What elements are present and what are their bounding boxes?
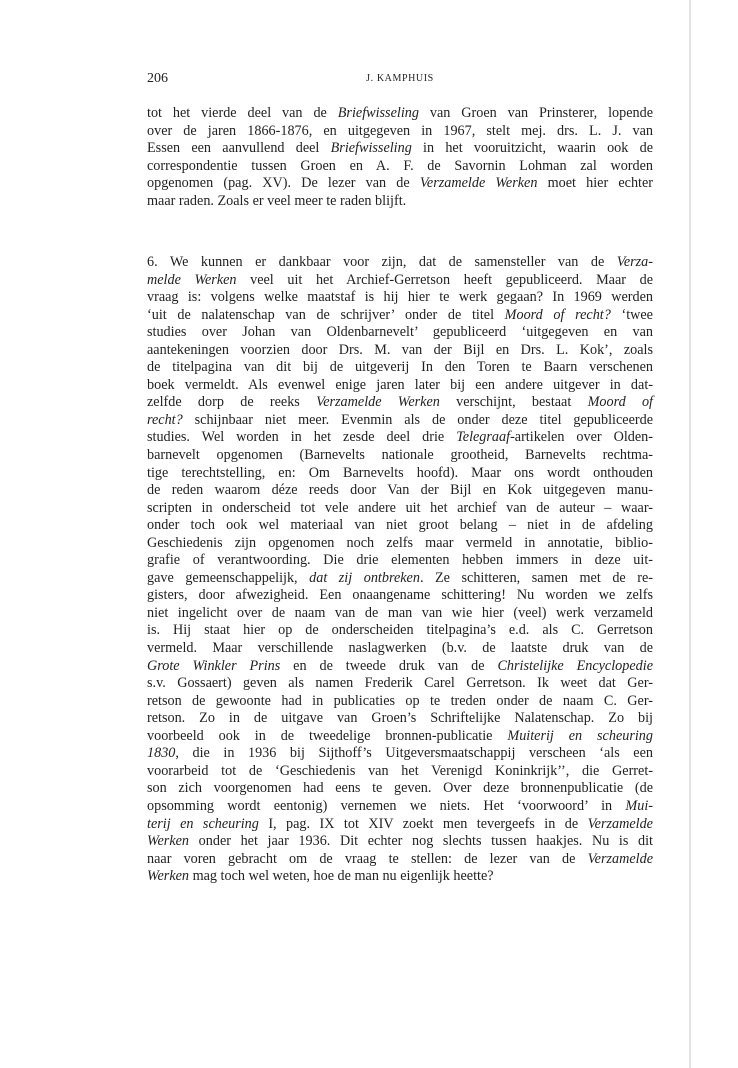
text-line: opgenomen (pag. XV). De lezer van de Verzamelde Werken moet hier echter: [147, 175, 654, 192]
text-line: scripten in onderscheid tot vele andere uit het archief van de auteur – waar-: [147, 499, 653, 516]
text-line: over de jaren 1866-1876, en uitgegeven in 1967, stelt mej. drs. L. J. van: [147, 122, 653, 139]
text-line: maar raden. Zoals er veel meer te raden blijft.: [147, 192, 407, 209]
text-line: de titelpagina van dit bij de uitgeverij In den Toren te Baarn verschenen: [147, 359, 653, 376]
text-line: terij en scheuring I, pag. IX tot XIV zoekt men tevergeefs in de Verzamelde: [147, 815, 653, 832]
text-line: studies. Wel worden in het zesde deel drie Telegraaf-artikelen over Olden-: [147, 429, 653, 446]
text-line: grafie of verantwoording. Die drie elementen hebben immers in deze uit-: [147, 552, 653, 569]
text-line: tot het vierde deel van de Briefwisseling van Groen van Prinsterer, lopende: [147, 105, 653, 121]
paragraph-section-6: [147, 254, 653, 886]
text-line: Geschiedenis zijn opgenomen noch zelfs maar vermeld in annotatie, biblio-: [147, 534, 653, 551]
text-line: son zich voorgenomen had eens te geven. Over deze bronnenpublicatie (de: [147, 780, 653, 797]
text-line: s.v. Gossaert) geven als namen Frederik Carel Gerretson. Ik weet dat Ger-: [147, 675, 653, 692]
text-line: voorarbeid tot de ‘Geschiedenis van het Verenigd Koninkrijk’’, die Gerret-: [147, 762, 653, 779]
text-line: vermeld. Maar verschillende naslagwerken (b.v. de laatste druk van de: [147, 640, 653, 657]
text-line: Werken onder het jaar 1936. Dit echter nog slechts tussen haakjes. Nu is dit: [147, 833, 653, 850]
text-line: Essen een aanvullend deel Briefwisseling in het vooruitzicht, waarin ook de: [147, 140, 653, 157]
text-line: naar voren gebracht om de vraag te stellen: de lezer van de Verzamelde: [147, 850, 653, 867]
text-line: studies over Johan van Oldenbarnevelt’ gepubliceerd ‘uitgegeven en van: [147, 324, 653, 341]
text-line: voorbeeld ook in de tweedelige bronnen-publicatie Muiterij en scheuring: [147, 727, 653, 744]
running-head: J. KAMPHUIS: [366, 73, 434, 84]
text-line: opsomming wordt eentonig) vernemen we niets. Het ‘voorwoord’ in Mui-: [147, 797, 653, 814]
text-line: gisters, door afwezigheid. Een onaangename schittering! Nu worden we zelfs: [147, 587, 653, 604]
text-line: correspondentie tussen Groen en A. F. de Savornin Lohman zal worden: [147, 157, 653, 174]
text-line: de reden waarom déze reeds door Van der Bijl en Kok uitgegeven manu-: [147, 482, 653, 499]
page-header: [147, 71, 653, 91]
text-line: 6. We kunnen er dankbaar voor zijn, dat de samensteller van de Verza-: [147, 254, 653, 270]
text-line: niet ingelicht over de naam van de man van wie hier (veel) werk verzameld: [147, 604, 653, 621]
text-line: zelfde dorp de reeks Verzamelde Werken verschijnt, bestaat Moord of: [147, 394, 653, 411]
text-line: Werken mag toch wel weten, hoe de man nu eigenlijk heette?: [147, 868, 494, 885]
text-line: Grote Winkler Prins en de tweede druk van de Christelijke Encyclopedie: [147, 657, 653, 674]
text-line: aantekeningen voorzien door Drs. M. van der Bijl en Drs. L. Kok’, zoals: [147, 341, 653, 358]
text-line: is. Hij staat hier op de onderscheiden titelpagina’s e.d. als C. Gerretson: [147, 622, 653, 639]
text-line: melde Werken veel uit het Archief-Gerretson heeft gepubliceerd. Maar de: [147, 271, 653, 288]
text-line: retson de gewoonte had in publicaties op te treden onder de naam C. Ger-: [147, 692, 653, 709]
text-line: vraag is: volgens welke maatstaf is hij hier te werk gegaan? In 1969 werden: [147, 289, 653, 306]
text-line: onder toch ook wel materiaal van niet groot belang – niet in de afdeling: [147, 517, 653, 534]
page-number: 206: [147, 71, 168, 86]
text-line: recht? schijnbaar niet meer. Evenmin als de onder deze titel gepubliceerde: [147, 411, 653, 428]
text-line: ‘uit de nalatenschap van de schrijver’ onder de titel Moord of recht? ‘twee: [147, 306, 653, 323]
text-line: barnevelt opgenomen (Barnevelts nationale grootheid, Barnevelts rechtma-: [147, 447, 653, 464]
paragraph-continuation: [147, 105, 653, 210]
text-line: boek vermeldt. Als evenwel enige jaren later bij een andere uitgever in dat-: [147, 376, 653, 393]
page-edge: [689, 0, 691, 1068]
text-line: retson. Zo in de uitgave van Groen’s Schriftelijke Nalatenschap. Zo bij: [147, 710, 653, 727]
text-line: gave gemeenschappelijk, dat zij ontbreken. Ze schitteren, samen met de re-: [147, 569, 653, 586]
text-line: 1830, die in 1936 bij Sijthoff’s Uitgeversmaatschappij verscheen ‘als een: [147, 745, 653, 762]
text-line: tige terechtstelling, en: Om Barnevelts hoofd). Maar ons wordt onthouden: [147, 464, 653, 481]
